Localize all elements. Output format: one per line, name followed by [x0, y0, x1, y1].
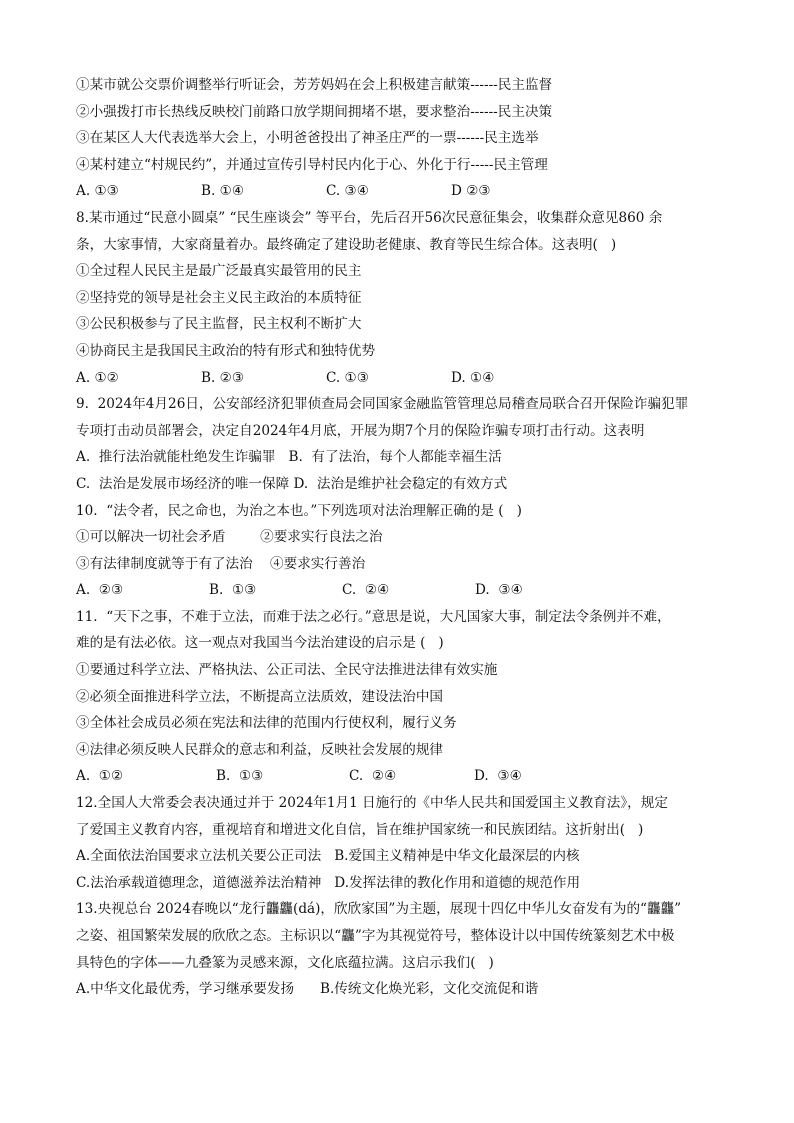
question-10 [76, 498, 736, 604]
q7-option-b[interactable]: B. ①④ [201, 183, 245, 200]
q11-options [76, 763, 736, 790]
q7-option-a[interactable]: A. ①③ [76, 183, 119, 200]
q10-stem: 10. “法令者，民之命也，为治之本也。”下列选项对法治理解正确的是 ( ) [76, 502, 522, 519]
q10-option-d[interactable]: D. ③④ [475, 582, 523, 599]
q13-options-ab[interactable]: A.中华文化最优秀，学习继承要发扬 B.传统文化焕光彩，文化交流促和谐 [76, 981, 539, 998]
q9-options-cd[interactable]: C. 法治是发展市场经济的唯一保障 D. 法治是维护社会稳定的有效方式 [76, 475, 508, 492]
q9-stem-line-1: 9. 2024年4月26日，公安部经济犯罪侦查局会同国家金融监管管理总局稽查局联合召开保险诈骗犯罪 [76, 396, 689, 413]
q7-options [76, 178, 736, 205]
q11-option-d[interactable]: D. ③④ [474, 768, 522, 785]
q10-option-a[interactable]: A. ②③ [76, 582, 124, 599]
q8-option-c[interactable]: C. ①③ [326, 369, 369, 386]
q8-option-b[interactable]: B. ②③ [201, 369, 245, 386]
exam-page [76, 72, 736, 1003]
q13-stem-line-3: 具特色的字体——九叠篆为灵感来源，文化底蕴拉满。这启示我们( ) [76, 954, 494, 971]
q7-item-4: ④某村建立“村规民约”，并通过宣传引导村民内化于心、外化于行-----民主管理 [76, 156, 548, 173]
q10-items-1-2: ①可以解决一切社会矛盾 ②要求实行良法之治 [76, 529, 383, 546]
q13-stem-line-1: 13.央视总台 2024春晚以“龙行龘龘(dá)，欣欣家国”为主题，展现十四亿中华儿女奋发有为的“龘龘” [76, 901, 682, 918]
q12-options-cd[interactable]: C.法治承载道德理念，道德滋养法治精神 D.发挥法律的教化作用和道德的规范作用 [76, 874, 581, 891]
q8-item-3: ③公民积极参与了民主监督，民主权利不断扩大 [76, 316, 362, 333]
q11-option-b[interactable]: B. ①③ [216, 768, 264, 785]
q8-item-2: ②坚持党的领导是社会主义民主政治的本质特征 [76, 289, 362, 306]
question-11 [76, 604, 736, 790]
q11-item-4: ④法律必须反映人民群众的意志和利益，反映社会发展的规律 [76, 741, 444, 758]
q7-item-1: ①某市就公交票价调整举行听证会，芳芳妈妈在会上积极建言献策------民主监督 [76, 77, 553, 93]
q12-options-ab[interactable]: A.全面依法治国要求立法机关要公正司法 B.爱国主义精神是中华文化最深层的内核 [76, 848, 580, 865]
q9-stem-line-2: 专项打击动员部署会，决定自2024年4月底，开展为期7个月的保险诈骗专项打击行动。这表明 [76, 422, 645, 439]
q10-items-3-4: ③有法律制度就等于有了法治 ④要求实行善治 [76, 555, 366, 572]
q7-option-d[interactable]: D ②③ [451, 183, 491, 200]
q8-option-d[interactable]: D. ①④ [451, 369, 495, 386]
q11-stem-line-1: 11. “天下之事，不难于立法，而难于法之必行。”意思是说，大凡国家大事，制定法令条例并不难， [76, 608, 671, 625]
question-12 [76, 790, 736, 896]
question-9 [76, 391, 736, 497]
q12-stem-line-2: 了爱国主义教育内容，重视培育和增进文化自信，旨在维护国家统一和民族团结。这折射出( ) [76, 821, 644, 838]
q10-option-b[interactable]: B. ①③ [209, 582, 257, 599]
q11-option-a[interactable]: A. ①② [76, 768, 124, 785]
q8-item-4: ④协商民主是我国民主政治的特有形式和独特优势 [76, 342, 376, 359]
q8-stem-line-2: 条，大家事情，大家商量着办。最终确定了建设助老健康、教育等民生综合体。这表明( ) [76, 236, 617, 253]
q8-item-1: ①全过程人民民主是最广泛最真实最管用的民主 [76, 263, 362, 280]
q8-options [76, 365, 736, 392]
q11-stem-line-2: 难的是有法必依。这一观点对我国当今法治建设的启示是 ( ) [76, 635, 444, 652]
q7-item-2: ②小强拨打市长热线反映校门前路口放学期间拥堵不堪，要求整治------民主决策 [76, 103, 553, 120]
q9-options-ab[interactable]: A. 推行法治就能杜绝发生诈骗罪 B. 有了法治，每个人都能幸福生活 [76, 449, 502, 466]
q10-options [76, 577, 736, 604]
q7-item-3: ③在某区人大代表选举大会上，小明爸爸投出了神圣庄严的一票------民主选举 [76, 130, 539, 147]
q10-option-c[interactable]: C. ②④ [342, 582, 390, 599]
q11-item-2: ②必须全面推进科学立法，不断提高立法质效，建设法治中国 [76, 688, 444, 705]
q11-option-c[interactable]: C. ②④ [349, 768, 397, 785]
question-8 [76, 205, 736, 391]
q11-item-1: ①要通过科学立法、严格执法、公正司法、全民守法推进法律有效实施 [76, 662, 498, 679]
q8-stem-line-1: 8.某市通过“民意小圆桌” “民生座谈会” 等平台，先后召开56次民意征集会，收集群众意见860 余 [76, 209, 663, 226]
question-7 [76, 72, 736, 205]
q11-item-3: ③全体社会成员必须在宪法和法律的范围内行使权利，履行义务 [76, 715, 457, 732]
q8-option-a[interactable]: A. ①② [76, 369, 119, 386]
q13-stem-line-2: 之姿、祖国繁荣发展的欣欣之态。主标识以“龘”字为其视觉符号，整体设计以中国传统篆刻艺术中极 [76, 928, 675, 944]
q12-stem-line-1: 12.全国人大常委会表决通过并于 2024年1月1 日施行的《中华人民共和国爱国主义教育法》，规定 [76, 795, 668, 812]
question-13 [76, 896, 736, 1002]
q7-option-c[interactable]: C. ③④ [326, 183, 369, 200]
